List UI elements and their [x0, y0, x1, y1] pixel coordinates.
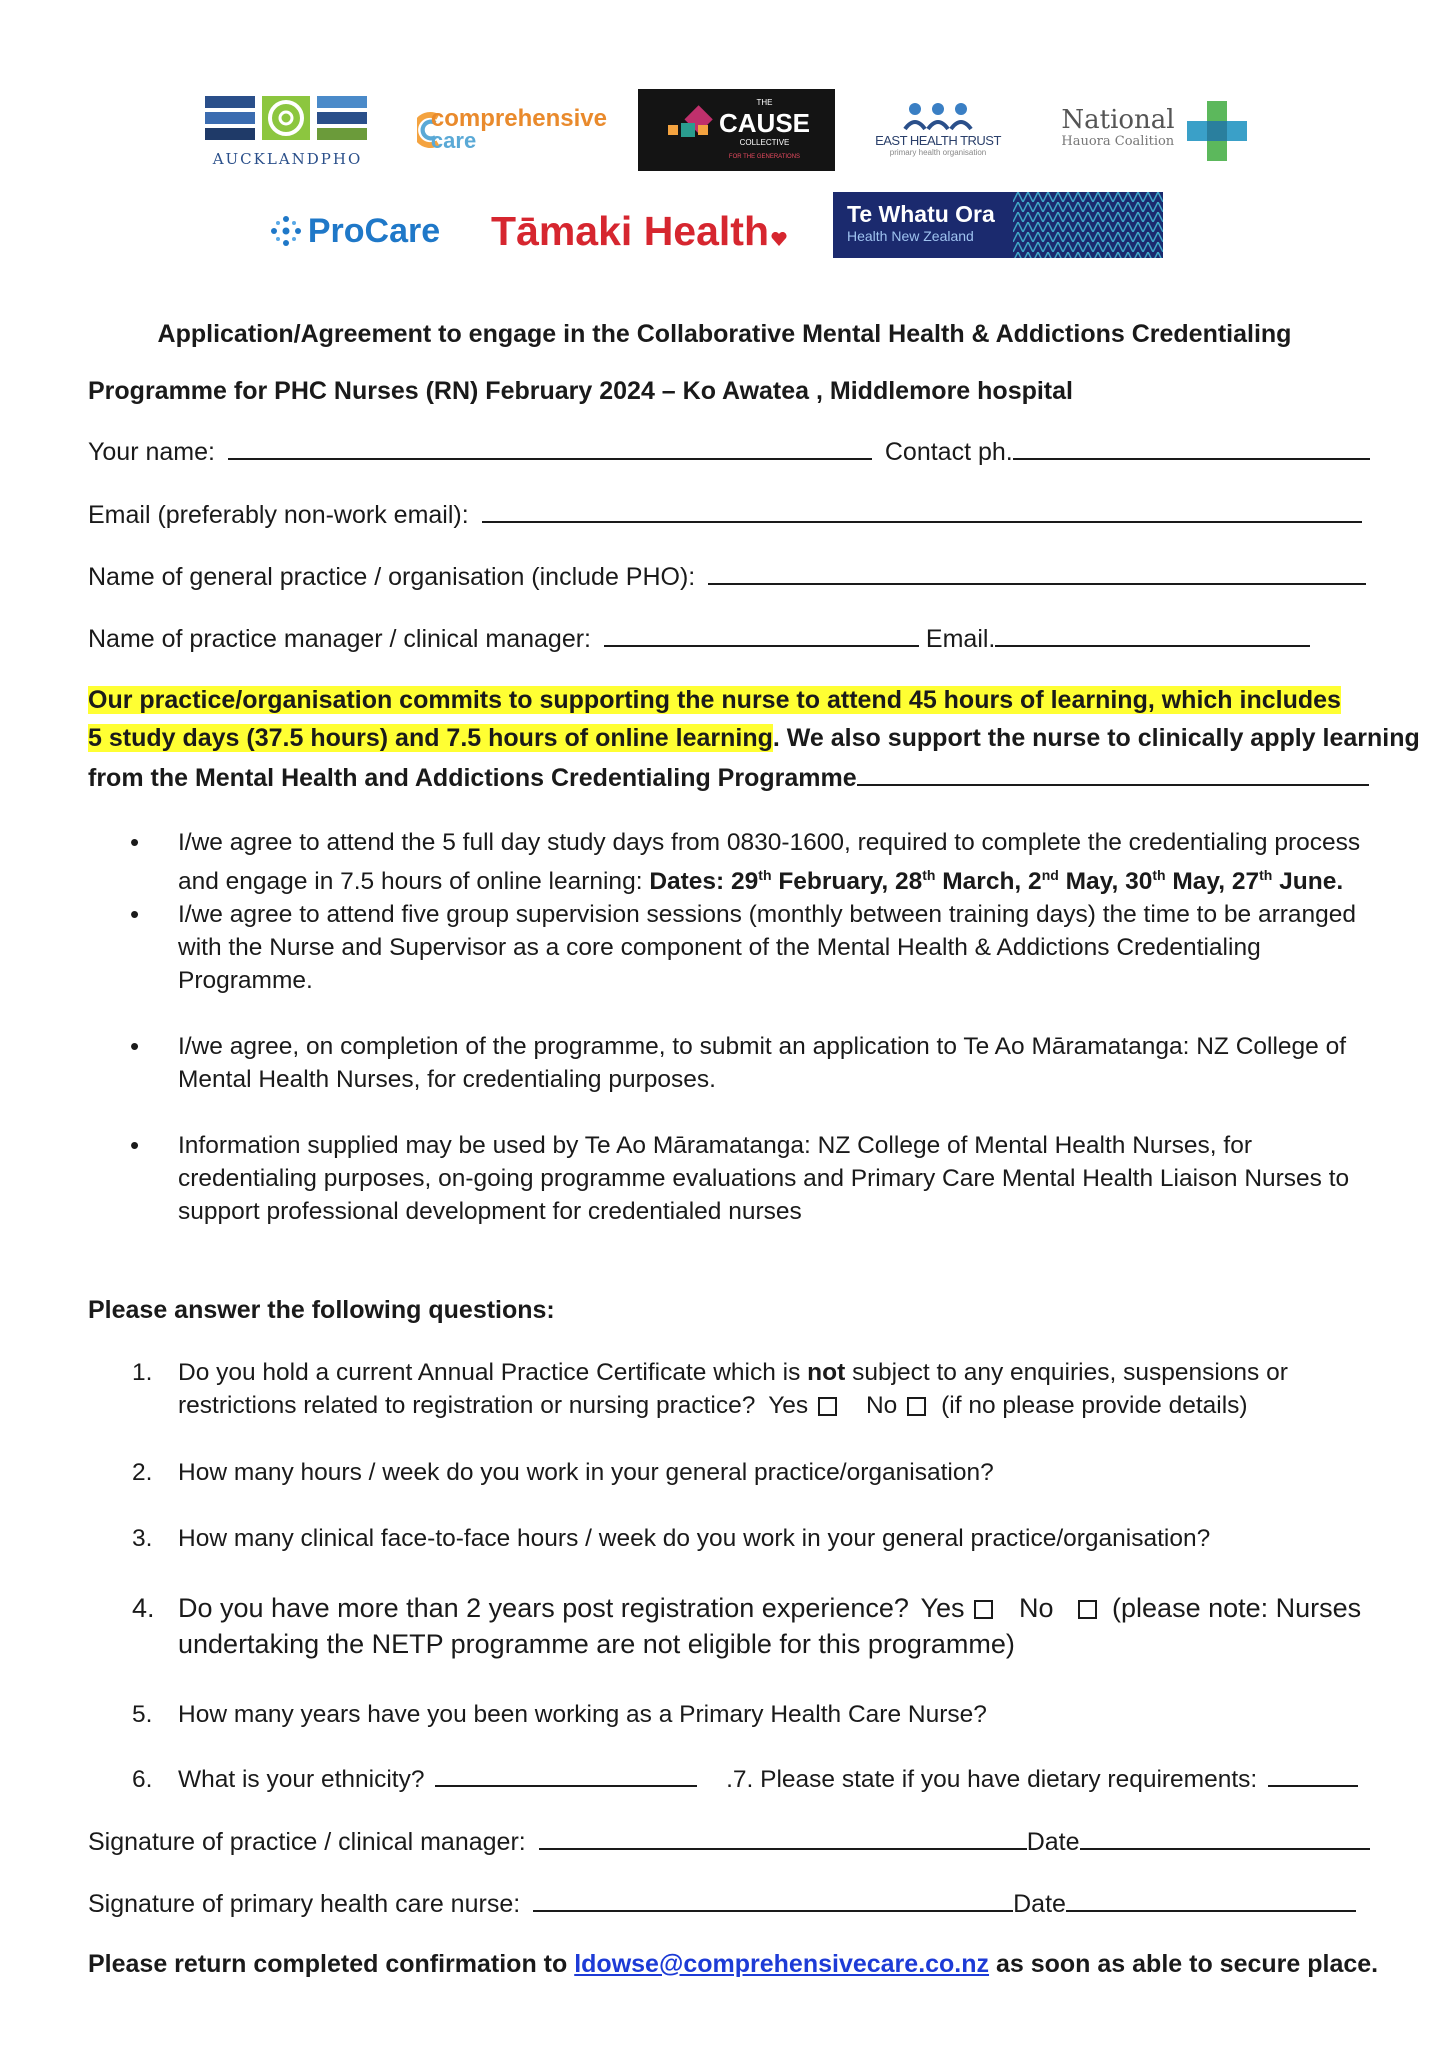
manager-signature-label: Signature of practice / clinical manager:	[88, 1828, 526, 1856]
comprehensive-care-logo	[417, 88, 607, 172]
practice-label: Name of general practice / organisation (include PHO):	[88, 563, 696, 591]
questions-heading: Please answer the following questions:	[88, 1296, 555, 1324]
auckland-pho-emblem-icon	[205, 92, 370, 150]
commitment-rest: . We also support the nurse to clinically apply learning	[772, 724, 1420, 752]
programme-subtitle: Programme for PHC Nurses (RN) February 2024 – Ko Awatea , Middlemore hospital	[88, 377, 1073, 405]
date-4-month: May,	[1172, 868, 1226, 896]
your-name-label: Your name:	[88, 438, 215, 466]
your-name-field[interactable]	[228, 436, 872, 460]
contact-ph-field[interactable]	[1013, 436, 1370, 460]
commitment-signature-field[interactable]	[857, 762, 1369, 786]
study-days-text: I/we agree to attend the 5 full day study days from 0830-1600, required to complete the credentialing process and engage in 7.5 hours of online learning:	[178, 829, 1361, 896]
date-3-suffix: nd	[1041, 867, 1059, 883]
procare-logo	[265, 205, 445, 257]
return-instructions	[88, 1950, 1378, 1979]
nurse-date-field[interactable]	[1066, 1888, 1356, 1912]
question-4-no-checkbox[interactable]	[1078, 1600, 1097, 1619]
commitment-programme: from the Mental Health and Addictions Credentialing Programme	[88, 764, 857, 792]
tamaki-health-logo	[484, 200, 794, 262]
date-1-suffix: th	[758, 867, 772, 883]
question-4-yes-label: Yes	[920, 1593, 965, 1623]
dietary-field[interactable]	[1268, 1763, 1358, 1787]
nurse-signature-label: Signature of primary health care nurse:	[88, 1890, 521, 1918]
commitment-line-3	[88, 762, 1369, 793]
question-1-yes-label: Yes	[768, 1392, 809, 1419]
commitment-highlight-2: 5 study days (37.5 hours) and 7.5 hours of online learning	[88, 724, 773, 752]
cause-the: THE	[756, 98, 773, 107]
date-1-day: 29	[731, 868, 759, 896]
question-6-text: What is your ethnicity?	[178, 1766, 425, 1793]
name-row	[88, 436, 1370, 467]
email-field[interactable]	[482, 499, 1362, 523]
heart-icon	[771, 232, 787, 246]
east-health-name: EAST HEALTH TRUST	[875, 133, 1001, 148]
question-2-text: How many hours / week do you work in your general practice/organisation?	[178, 1459, 994, 1486]
question-2-number: 2.	[132, 1459, 153, 1486]
question-4-number: 4.	[132, 1593, 155, 1623]
date-2-month: March,	[942, 868, 1022, 896]
question-1-yes-checkbox[interactable]	[818, 1397, 837, 1416]
question-1-no-label: No	[865, 1392, 898, 1419]
question-5	[88, 1698, 1378, 1731]
study-dates	[649, 868, 1343, 895]
date-5-suffix: th	[1259, 867, 1273, 883]
question-4-text-a: Do you have more than 2 years post registration experience?	[178, 1593, 909, 1623]
agreement-item-information: • Information supplied may be used by Te Ao Māramatanga: NZ College of Mental Health Nurses, for credentialing purposes, on-going programme evaluations and Primary Care Mental Health Liaison Nurses to support professional development for credentialed nurses	[88, 1129, 1378, 1228]
return-text-after: as soon as able to secure place.	[995, 1950, 1379, 1978]
question-1-no-checkbox[interactable]	[907, 1397, 926, 1416]
cause-pattern-icon	[663, 105, 713, 155]
weave-pattern-icon	[1013, 192, 1163, 258]
manager-row	[88, 623, 1310, 654]
cause-word: CAUSE	[718, 108, 810, 138]
procare-dots-icon	[270, 215, 302, 247]
agreement-list	[88, 826, 1378, 1228]
auckland-pho-logo	[205, 90, 370, 170]
question-5-number: 5.	[132, 1701, 153, 1728]
date-2-day: 28	[894, 868, 923, 896]
manager-email-label: Email.	[925, 625, 996, 653]
question-1-text-a: Do you hold a current Annual Practice Certificate which is	[178, 1359, 801, 1386]
manager-signature-field[interactable]	[539, 1826, 1027, 1850]
return-text-before: Please return completed confirmation to	[88, 1950, 568, 1978]
question-2	[88, 1456, 1378, 1489]
date-3-day: 2	[1028, 868, 1042, 896]
manager-email-field[interactable]	[995, 623, 1310, 647]
question-1-number: 1.	[132, 1359, 153, 1386]
east-health-sub: primary health organisation	[889, 148, 987, 157]
national-hauora-coalition-logo	[1054, 100, 1254, 162]
date-4-day: 30	[1125, 868, 1153, 896]
ethnicity-field[interactable]	[435, 1763, 697, 1787]
nurse-signature-field[interactable]	[533, 1888, 1013, 1912]
nurse-date-label: Date	[1013, 1890, 1066, 1918]
question-3-text: How many clinical face-to-face hours / week do you work in your general practice/organisation?	[178, 1525, 1211, 1552]
auckland-pho-text: AUCKLANDPHO	[212, 150, 363, 168]
question-4-text-b: (please note: Nurses undertaking the NETP programme are not eligible for this programme)	[178, 1593, 1362, 1659]
question-7-text: .7. Please state if you have dietary requirements:	[726, 1766, 1258, 1793]
question-3-number: 3.	[132, 1525, 153, 1552]
question-1-not: not	[807, 1359, 846, 1386]
agreement-item-application: • I/we agree, on completion of the programme, to submit an application to Te Ao Māramatanga: NZ College of Mental Health Nurses, for credentialing purposes.	[88, 1030, 1378, 1096]
commitment-line-1	[88, 686, 1341, 715]
date-4-suffix: th	[1152, 867, 1166, 883]
te-whatu-ora-word: Te Whatu Ora	[847, 201, 995, 227]
comprehensive-word: comprehensive	[430, 105, 607, 132]
commitment-line-2	[88, 724, 1420, 753]
date-1-month: February,	[778, 868, 889, 896]
east-health-trust-logo	[873, 94, 1003, 164]
procare-word: ProCare	[307, 211, 441, 250]
manager-field[interactable]	[604, 623, 919, 647]
email-row	[88, 499, 1362, 530]
question-1-details: (if no please provide details)	[941, 1392, 1248, 1419]
contact-ph-label: Contact ph.	[884, 438, 1013, 466]
question-4-yes-checkbox[interactable]	[974, 1600, 993, 1619]
agreement-item-supervision: • I/we agree to attend five group supervision sessions (monthly between training days) the time to be arranged with the Nurse and Supervisor as a core component of the Mental Health & Addictions Credentialing Programme.	[88, 898, 1378, 997]
document-title: Application/Agreement to engage in the Collaborative Mental Health & Addictions Credentialing	[157, 320, 1292, 348]
practice-row	[88, 561, 1366, 592]
question-5-text: How many years have you been working as a Primary Health Care Nurse?	[178, 1701, 987, 1728]
te-whatu-ora-logo	[833, 192, 1163, 258]
date-5-day: 27	[1231, 868, 1260, 896]
the-cause-collective-logo	[638, 89, 835, 171]
question-4	[88, 1590, 1378, 1662]
question-1-text-b: subject to any enquiries, suspensions or restrictions related to registration or nursing practice?	[178, 1359, 1288, 1419]
hauora-coalition-word: Hauora Coalition	[1061, 134, 1175, 149]
practice-field[interactable]	[708, 561, 1366, 585]
question-1	[88, 1356, 1378, 1422]
cause-tagline: FOR THE GENERATIONS	[728, 154, 801, 160]
commitment-highlight-1: Our practice/organisation commits to supporting the nurse to attend 45 hours of learning, which includes	[88, 686, 1341, 714]
date-3-month: May,	[1065, 868, 1119, 896]
cause-collective: COLLECTIVE	[739, 138, 790, 147]
agreement-item-study-days	[88, 826, 1378, 898]
tamaki-word: Tāmaki Health	[491, 207, 769, 254]
email-label: Email (preferably non-work email):	[88, 501, 469, 529]
manager-label: Name of practice manager / clinical manager:	[88, 625, 592, 653]
cross-icon	[1187, 101, 1247, 161]
nurse-signature-row	[88, 1888, 1356, 1919]
health-nz-word: Health New Zealand	[847, 228, 974, 244]
manager-date-field[interactable]	[1080, 1826, 1370, 1850]
care-word: care	[430, 128, 477, 153]
return-email-link[interactable]: ldowse@comprehensivecare.co.nz	[574, 1950, 990, 1978]
question-6-number: 6.	[132, 1766, 153, 1793]
manager-signature-row	[88, 1826, 1370, 1857]
date-2-suffix: th	[922, 867, 936, 883]
national-word: National	[1061, 105, 1175, 135]
dates-label: Dates:	[649, 868, 725, 896]
question-6-7	[88, 1763, 1378, 1796]
manager-date-label: Date	[1026, 1828, 1080, 1856]
date-5-month: June.	[1279, 868, 1344, 896]
question-3	[88, 1522, 1378, 1555]
people-icon	[901, 101, 975, 133]
question-4-no-label: No	[1019, 1593, 1054, 1623]
